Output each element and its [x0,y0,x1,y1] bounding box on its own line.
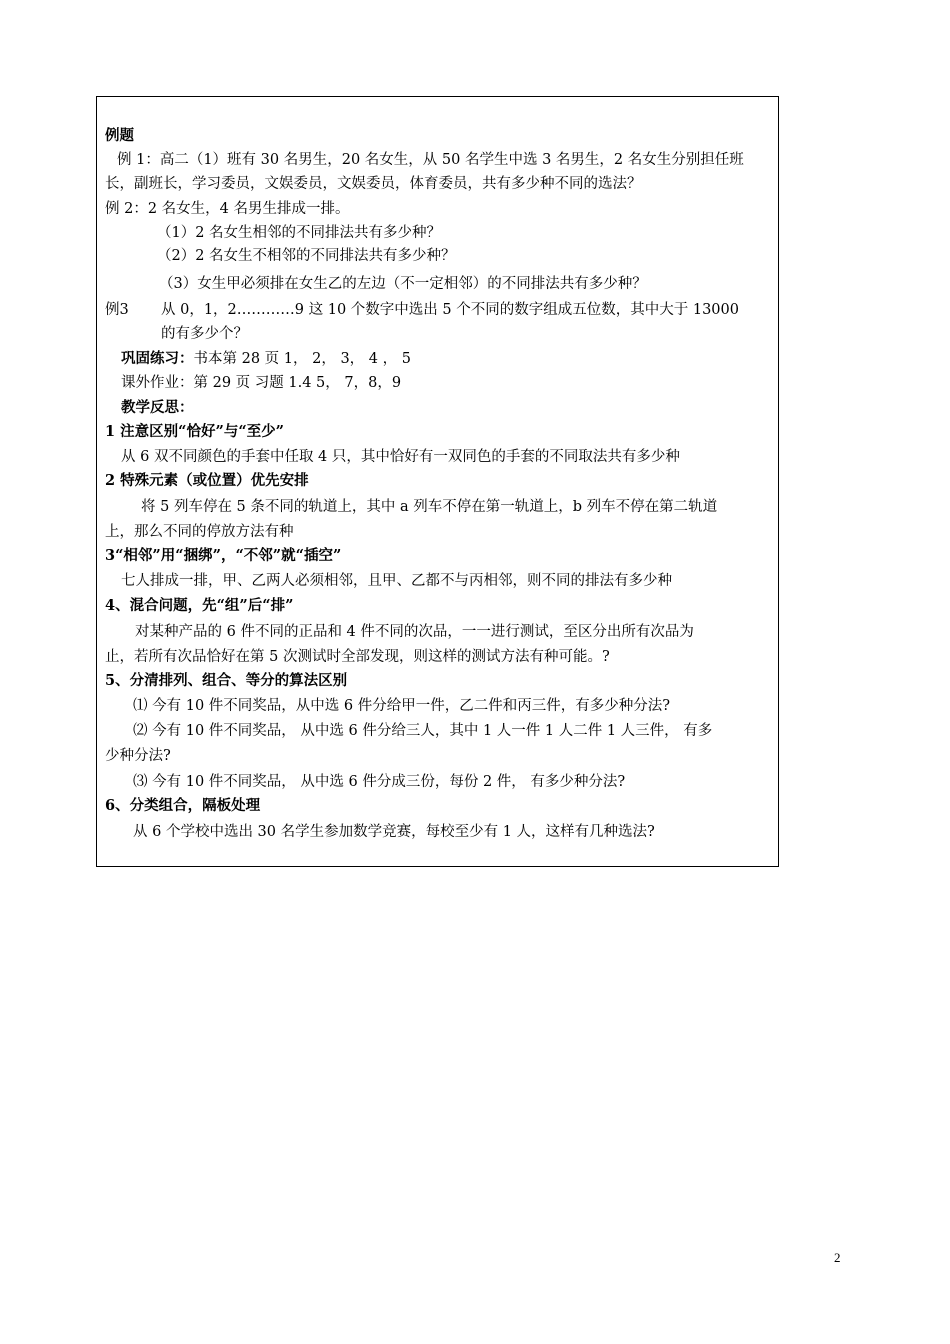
example-2-question-2: （2）2 名女生不相邻的不同排法共有多少种？ [157,248,456,264]
section-4-line-1: 对某种产品的 6 件不同的正品和 4 件不同的次品，一一进行测试，至区分出所有次品为 [135,624,694,640]
section-6-text: 从 6 个学校中选出 30 名学生参加数学竞赛，每校至少有 1 人，这样有几种选法? [133,824,655,840]
page-number: 2 [834,1250,841,1265]
practice-line [121,350,411,368]
homework-label: 课外作业： [121,375,194,391]
section-2-line-2: 上，那么不同的停放方法有种 [105,524,294,540]
section-5-question-3: ⑶ 今有 10 件不同奖品， 从中选 6 件分成三份，每份 2 件， 有多少种分法? [133,774,626,790]
section-5-question-2-line-1: ⑵ 今有 10 件不同奖品， 从中选 6 件分给三人，其中 1 人一件 1 人二件 1 人三件， 有多 [133,723,713,739]
example-3-label: 例3 [105,302,129,318]
practice-label: 巩固练习： [121,350,194,367]
example-1-line-2: 长，副班长，学习委员，文娱委员，文娱委员，体育委员，共有多少种不同的选法？ [105,176,642,192]
section-3-text: 七人排成一排，甲、乙两人必须相邻，且甲、乙都不与丙相邻，则不同的排法有多少种 [121,573,672,589]
section-heading: 例题 [105,127,134,144]
practice-text: 书本第 28 页 1， 2， 3， 4 ， 5 [193,351,411,367]
homework-line [121,374,401,392]
homework-text: 第 29 页 习题 1.4 5， 7，8，9 [193,375,402,391]
section-1-title: 1 注意区别“恰好”与“至少” [105,423,284,440]
example-2-intro: 例 2：2 名女生，4 名男生排成一排。 [105,201,350,217]
section-5-question-1: ⑴ 今有 10 件不同奖品，从中选 6 件分给甲一件，乙二件和丙三件，有多少种分法? [133,698,670,714]
content-box [96,96,779,867]
example-2-question-1: （1）2 名女生相邻的不同排法共有多少种？ [157,225,442,241]
section-6-title: 6、分类组合，隔板处理 [105,797,261,814]
section-1-text: 从 6 双不同颜色的手套中任取 4 只，其中恰好有一双同色的手套的不同取法共有多少种 [121,449,680,465]
example-1-line-1: 例 1：高二（1）班有 30 名男生，20 名女生，从 50 名学生中选 3 名男生，2 名女生分别担任班 [117,152,744,168]
reflection-heading: 教学反思： [121,399,194,416]
example-2-question-3: （3）女生甲必须排在女生乙的左边（不一定相邻）的不同排法共有多少种？ [159,276,647,292]
section-2-title: 2 特殊元素（或位置）优先安排 [105,472,309,489]
section-3-title: 3“相邻”用“捆绑”，“不邻”就“插空” [105,547,342,564]
section-5-question-2-line-2: 少种分法? [105,748,171,764]
section-4-line-2: 止，若所有次品恰好在第 5 次测试时全部发现，则这样的测试方法有种可能。? [105,649,610,665]
section-4-title: 4、混合问题，先“组”后“排” [105,597,294,614]
section-2-line-1: 将 5 列车停在 5 条不同的轨道上，其中 a 列车不停在第一轨道上，b 列车不停在第二轨道 [141,499,718,515]
section-5-title: 5、分清排列、组合、等分的算法区别 [105,672,348,689]
example-3-line-1: 从 0，1，2…………9 这 10 个数字中选出 5 个不同的数字组成五位数，其中大于 13000 [161,302,739,318]
example-3-line-2: 的有多少个？ [161,326,248,342]
